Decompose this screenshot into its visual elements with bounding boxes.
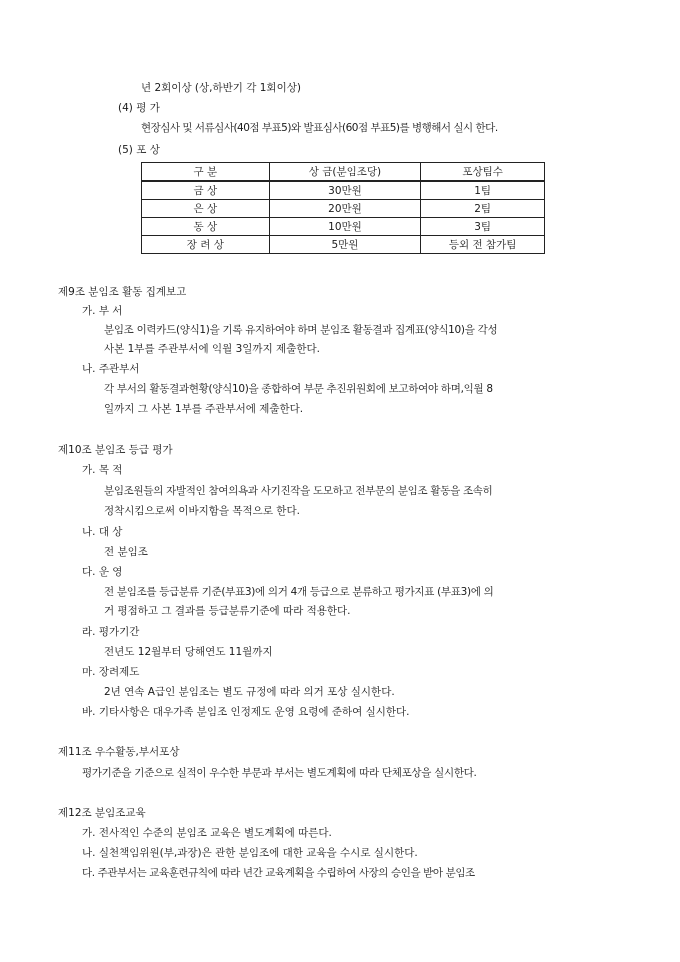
article-12-da-text: 다. 주관부서는 교육훈련규칙에 따라 년간 교육계획을 수립하여 사장의 승인을 받아 분임조 <box>82 867 475 879</box>
article-10-ra-label: 라. 평가기간 <box>82 626 140 638</box>
table-cell: 동 상 <box>142 218 270 236</box>
article-10-ga-label: 가. 목 적 <box>82 464 123 476</box>
article-10-na-label: 나. 대 상 <box>82 526 123 538</box>
header-team-count: 포상팀수 <box>421 163 545 182</box>
table-cell: 장 려 상 <box>142 236 270 254</box>
award-table-header <box>142 163 545 182</box>
article-11-text: 평가기준을 기준으로 실적이 우수한 부문과 부서는 별도계획에 따라 단체포상을 실시한다. <box>82 767 477 779</box>
article-10-da-text-1: 전 분임조를 등급분류 기준(부표3)에 의거 4개 등급으로 분류하고 평가지표 (부표3)에 의 <box>104 586 494 598</box>
table-cell: 10만원 <box>269 218 421 236</box>
article-10-ga-text-1: 분임조원들의 자발적인 참여의욕과 사기진작을 도모하고 전부문의 분임조 활동을 조속히 <box>104 485 493 497</box>
article-10-na-text: 전 분임조 <box>104 546 148 558</box>
article-12-ga-text: 가. 전사적인 수준의 분임조 교육은 별도계획에 따른다. <box>82 827 332 839</box>
item4-text: 현장심사 및 서류심사(40점 부표5)와 발표심사(60점 부표5)를 병행해서 실시 한다. <box>141 122 498 134</box>
table-cell: 은 상 <box>142 200 270 218</box>
article-10-ga-text-2: 정착시킴으로써 이바지함을 목적으로 한다. <box>104 505 300 517</box>
article-10-ra-text: 전년도 12월부터 당해연도 11월까지 <box>104 646 273 658</box>
article-12-na-text: 나. 실천책임위원(부,과장)은 관한 분임조에 대한 교육을 수시로 실시한다. <box>82 847 418 859</box>
table-cell: 3팀 <box>421 218 545 236</box>
article-10-ma-text: 2년 연속 A급인 분임조는 별도 규정에 따라 의거 포상 실시한다. <box>104 686 395 698</box>
article-10-ba-text: 바. 기타사항은 대우가족 분임조 인정제도 운영 요령에 준하여 실시한다. <box>82 706 410 718</box>
table-row <box>142 200 545 218</box>
article-9-na-text-1: 각 부서의 활동결과현황(양식10)을 종합하여 부문 추진위원회에 보고하여야 하며,익월 8 <box>104 383 493 395</box>
article-9-title: 제9조 분임조 활동 집계보고 <box>58 286 187 298</box>
table-cell: 5만원 <box>269 236 421 254</box>
table-cell: 금 상 <box>142 181 270 200</box>
article-10-title: 제10조 분임조 등급 평가 <box>58 444 173 456</box>
header-category: 구 분 <box>142 163 270 182</box>
article-12-title: 제12조 분임조교육 <box>58 807 146 819</box>
item5-label: (5) 포 상 <box>118 144 160 156</box>
article-9-na-text-2: 일까지 그 사본 1부를 주관부서에 제출한다. <box>104 403 304 415</box>
article-11-title: 제11조 우수활동,부서포상 <box>58 746 180 758</box>
article-9-ga-text-1: 분임조 이력카드(양식1)을 기록 유지하여야 하며 분임조 활동결과 집계표(양식10)을 각성 <box>104 324 498 336</box>
article-10-da-label: 다. 운 영 <box>82 566 123 578</box>
award-table <box>141 162 545 254</box>
table-cell: 1팀 <box>421 181 545 200</box>
table-row <box>142 236 545 254</box>
table-row <box>142 181 545 200</box>
header-prize: 상 금(분임조당) <box>269 163 421 182</box>
table-row <box>142 218 545 236</box>
table-cell: 20만원 <box>269 200 421 218</box>
article-9-ga-text-2: 사본 1부를 주관부서에 익월 3일까지 제출한다. <box>104 343 320 355</box>
table-cell: 등외 전 참가팀 <box>421 236 545 254</box>
item4-label: (4) 평 가 <box>118 102 160 114</box>
table-cell: 2팀 <box>421 200 545 218</box>
article-9-ga-label: 가. 부 서 <box>82 305 123 317</box>
frequency-text: 년 2회이상 (상,하반기 각 1회이상) <box>141 82 301 94</box>
article-10-da-text-2: 거 평점하고 그 결과를 등급분류기준에 따라 적용한다. <box>104 605 351 617</box>
article-10-ma-label: 마. 장려제도 <box>82 666 140 678</box>
table-cell: 30만원 <box>269 181 421 200</box>
article-9-na-label: 나. 주관부서 <box>82 363 140 375</box>
